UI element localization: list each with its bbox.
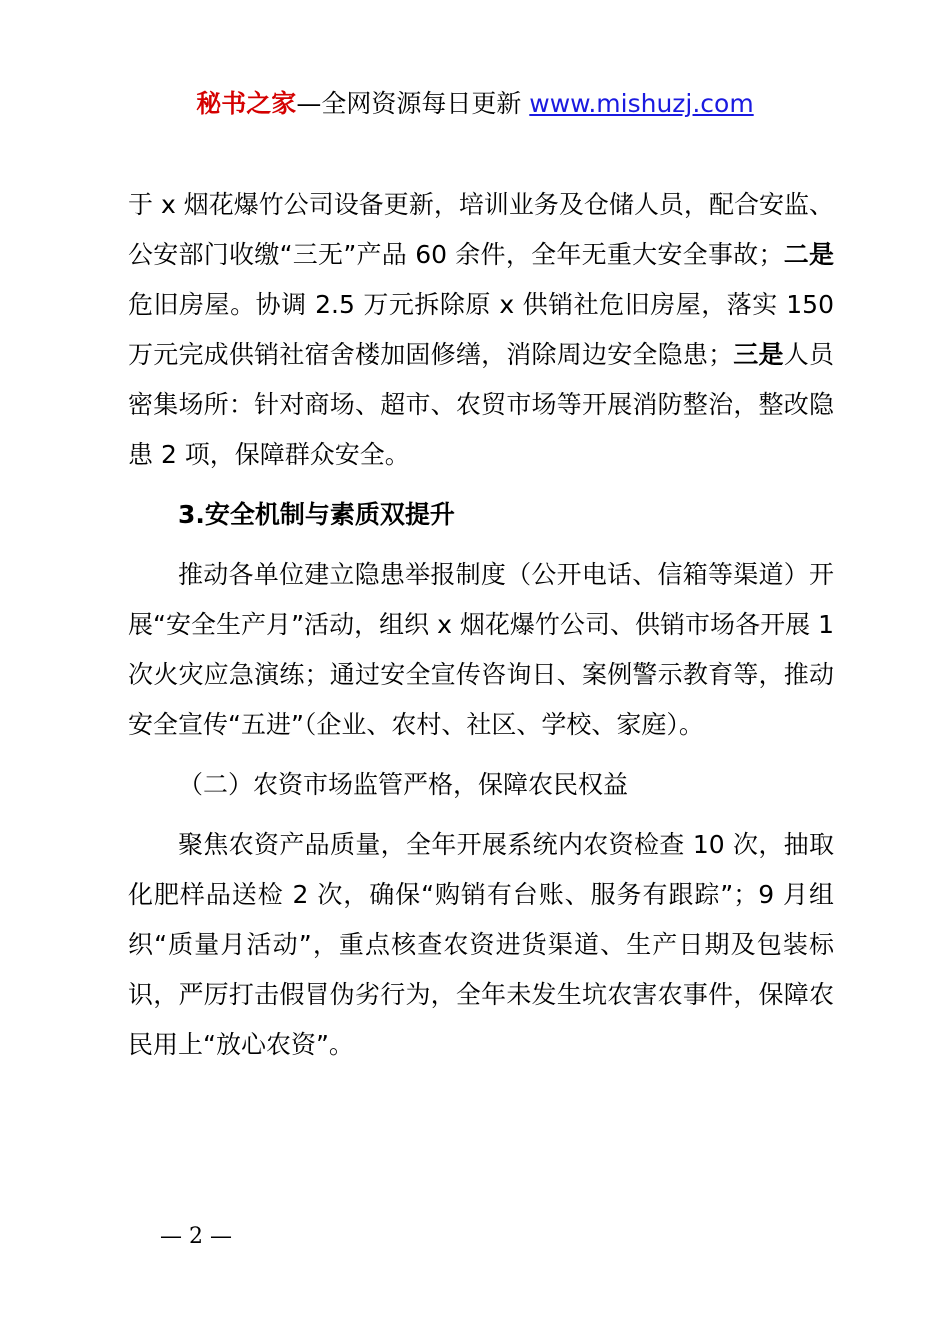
paragraph-safety-mechanism: 推动各单位建立隐患举报制度（公开电话、信箱等渠道）开展“安全生产月”活动，组织 x 烟花爆竹公司、供销市场各开展 1 次火灾应急演练；通过安全宣传咨询日、案例警示教育等，推动安全宣传“五进”（企业、农村、社区、学校、家庭）。 — [128, 560, 834, 739]
brand-name: 秘书之家 — [196, 89, 297, 118]
paragraph-agri-market: 聚焦农资产品质量，全年开展系统内农资检查 10 次，抽取化肥样品送检 2 次，确保“购销有台账、服务有跟踪”；9 月组织“质量月活动”，重点核查农资进货渠道、生产日期及包装标识，严厉打击假冒伪劣行为，全年未发生坑农害农事件，保障农民用上“放心农资”。 — [128, 830, 834, 1059]
page-number: — 2 — — [160, 1224, 232, 1249]
paragraph-text: 危旧房屋。协调 2.5 万元拆除原 x 供销社危旧房屋，落实 150 万元完成供销社宿舍楼加固修缮，消除周边安全隐患； — [128, 290, 834, 369]
document-body — [128, 180, 834, 1070]
section-heading-agri-market: （二）农资市场监管严格，保障农民权益 — [178, 770, 629, 799]
page-header — [0, 86, 950, 122]
paragraph-text: 于 x 烟花爆竹公司设备更新，培训业务及仓储人员，配合安监、公安部门收缴“三无”产品 60 余件，全年无重大安全事故； — [128, 190, 834, 269]
subheading-safety-mechanism: 3.安全机制与素质双提升 — [178, 500, 455, 529]
paragraph-safety-continued — [128, 180, 834, 480]
paragraph-text: 人员密集场所：针对商场、超市、农贸市场等开展消防整治，整改隐患 2 项，保障群众安全。 — [128, 340, 834, 469]
site-link[interactable]: www.mishuzj.com — [529, 89, 754, 118]
bold-marker: 三是 — [733, 340, 784, 369]
header-tagline: —全网资源每日更新 — [296, 89, 522, 118]
bold-marker: 二是 — [783, 240, 834, 269]
